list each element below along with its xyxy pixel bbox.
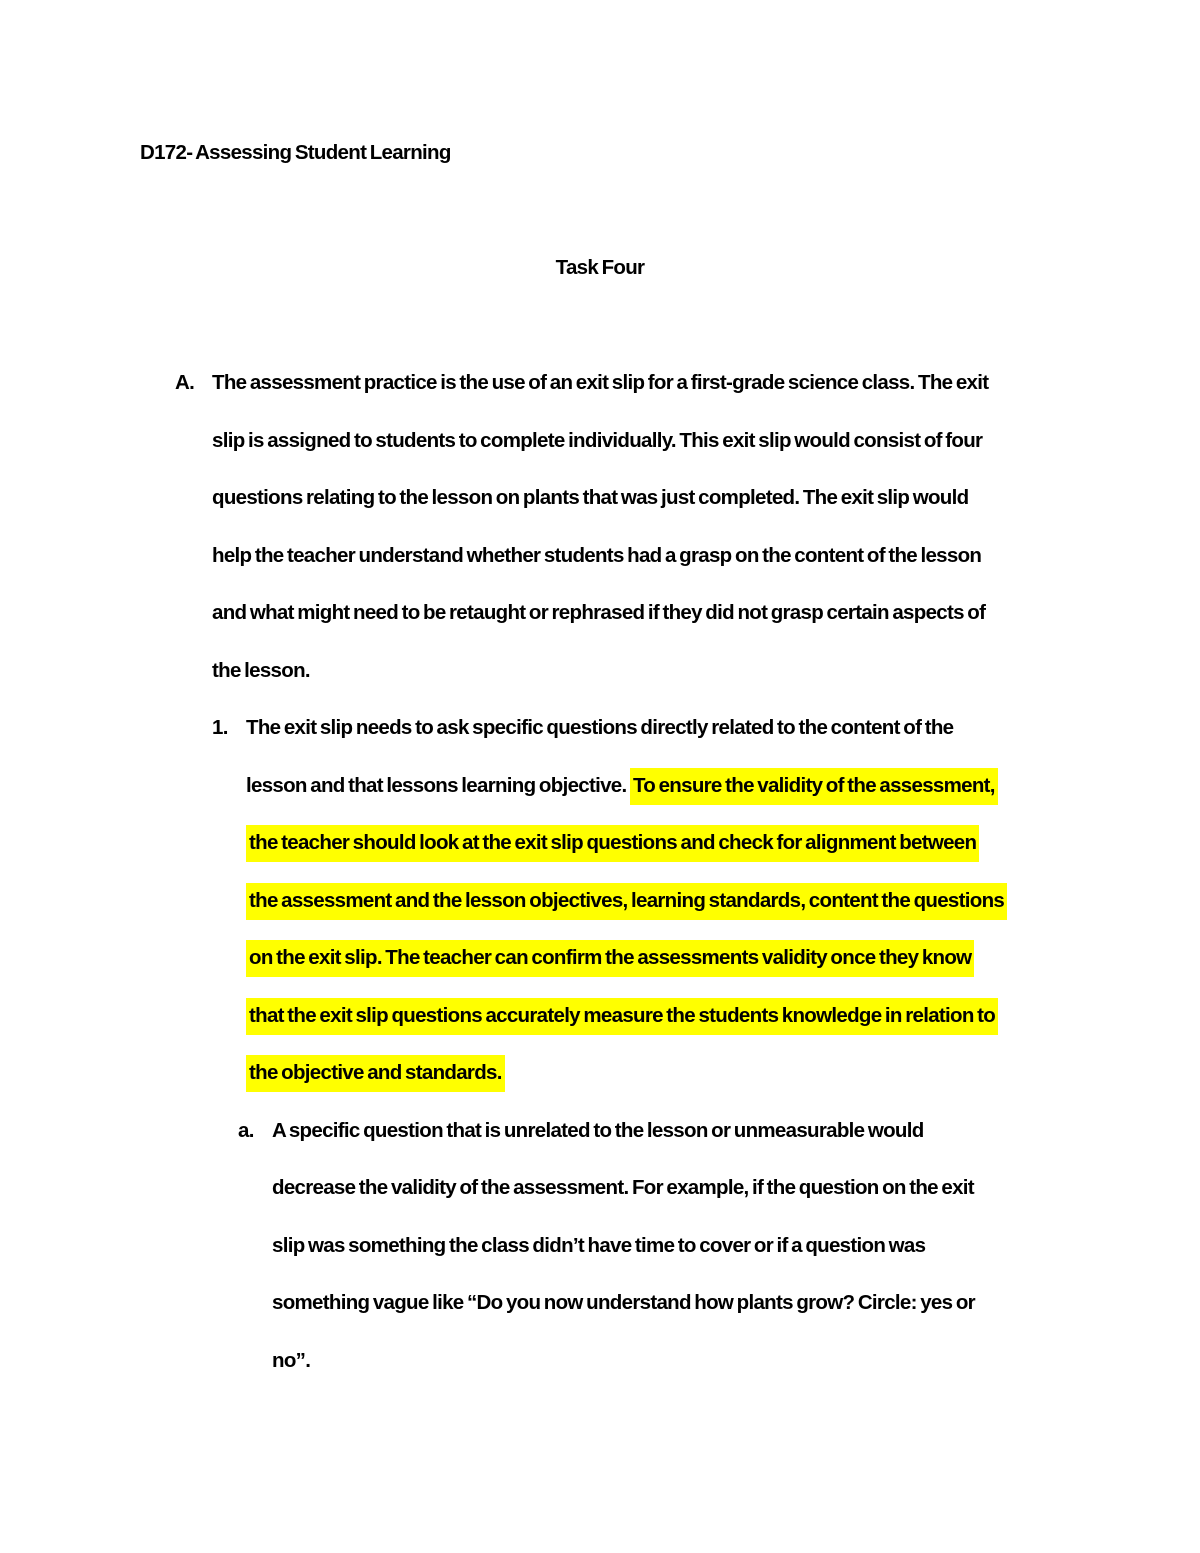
highlighted-text: the objective and standards. xyxy=(246,1055,505,1092)
item-a-line xyxy=(0,1217,1200,1275)
item-1-line xyxy=(0,814,1200,872)
highlighted-text: on the exit slip. The teacher can confirm the assessments validity once they know xyxy=(246,940,974,977)
blank-line xyxy=(0,297,1200,355)
paragraph-text: decrease the validity of the assessment. For example, if the question on the exit xyxy=(272,1176,974,1199)
paragraph-text: and what might need to be retaught or rephrased if they did not grasp certain aspects of xyxy=(212,601,986,624)
paragraph-text: something vague like “Do you now understand how plants grow? Circle: yes or xyxy=(272,1291,975,1314)
paragraph-a-line xyxy=(0,354,1200,412)
paragraph-text: The assessment practice is the use of an exit slip for a first-grade science class. The exit xyxy=(212,371,989,394)
list-marker-a-upper: A. xyxy=(175,371,195,394)
paragraph-a-line xyxy=(0,642,1200,700)
item-a-line xyxy=(0,1332,1200,1390)
item-a-line xyxy=(0,1274,1200,1332)
paragraph-text: the lesson. xyxy=(212,658,310,682)
paragraph-text: slip is assigned to students to complete individually. This exit slip would consist of four xyxy=(212,428,983,452)
course-header: D172- Assessing Student Learning xyxy=(140,141,451,164)
paragraph-text: slip was something the class didn’t have time to cover or if a question was xyxy=(272,1233,926,1257)
paragraph-text: A specific question that is unrelated to the lesson or unmeasurable would xyxy=(272,1118,924,1142)
paragraph-a-line xyxy=(0,469,1200,527)
blank-line xyxy=(0,182,1200,240)
paragraph-text: no”. xyxy=(272,1348,311,1372)
paragraph-text: lesson and that lessons learning objective. xyxy=(246,773,630,797)
item-1-line xyxy=(0,987,1200,1045)
highlighted-text: the assessment and the lesson objectives, learning standards, content the questions xyxy=(246,883,1007,920)
paragraph-a-line xyxy=(0,584,1200,642)
item-1-line xyxy=(0,757,1200,815)
item-1-line xyxy=(0,872,1200,930)
item-1-line xyxy=(0,699,1200,757)
list-marker-a-lower: a. xyxy=(238,1118,254,1142)
item-1-line xyxy=(0,1044,1200,1102)
highlighted-text: To ensure the validity of the assessment, xyxy=(630,768,998,805)
list-marker-1: 1. xyxy=(212,716,228,739)
item-a-line xyxy=(0,1102,1200,1160)
item-a-line xyxy=(0,1159,1200,1217)
highlighted-text: that the exit slip questions accurately measure the students knowledge in relation to xyxy=(246,998,998,1035)
item-1-line xyxy=(0,929,1200,987)
paragraph-text: help the teacher understand whether students had a grasp on the content of the lesson xyxy=(212,543,982,567)
highlighted-text: the teacher should look at the exit slip questions and check for alignment between xyxy=(246,825,979,862)
paragraph-a-line xyxy=(0,527,1200,585)
page-title: Task Four xyxy=(555,256,645,279)
paragraph-text: The exit slip needs to ask specific questions directly related to the content of the xyxy=(246,716,954,739)
paragraph-text: questions relating to the lesson on plants that was just completed. The exit slip would xyxy=(212,486,969,509)
paragraph-a-line xyxy=(0,412,1200,470)
